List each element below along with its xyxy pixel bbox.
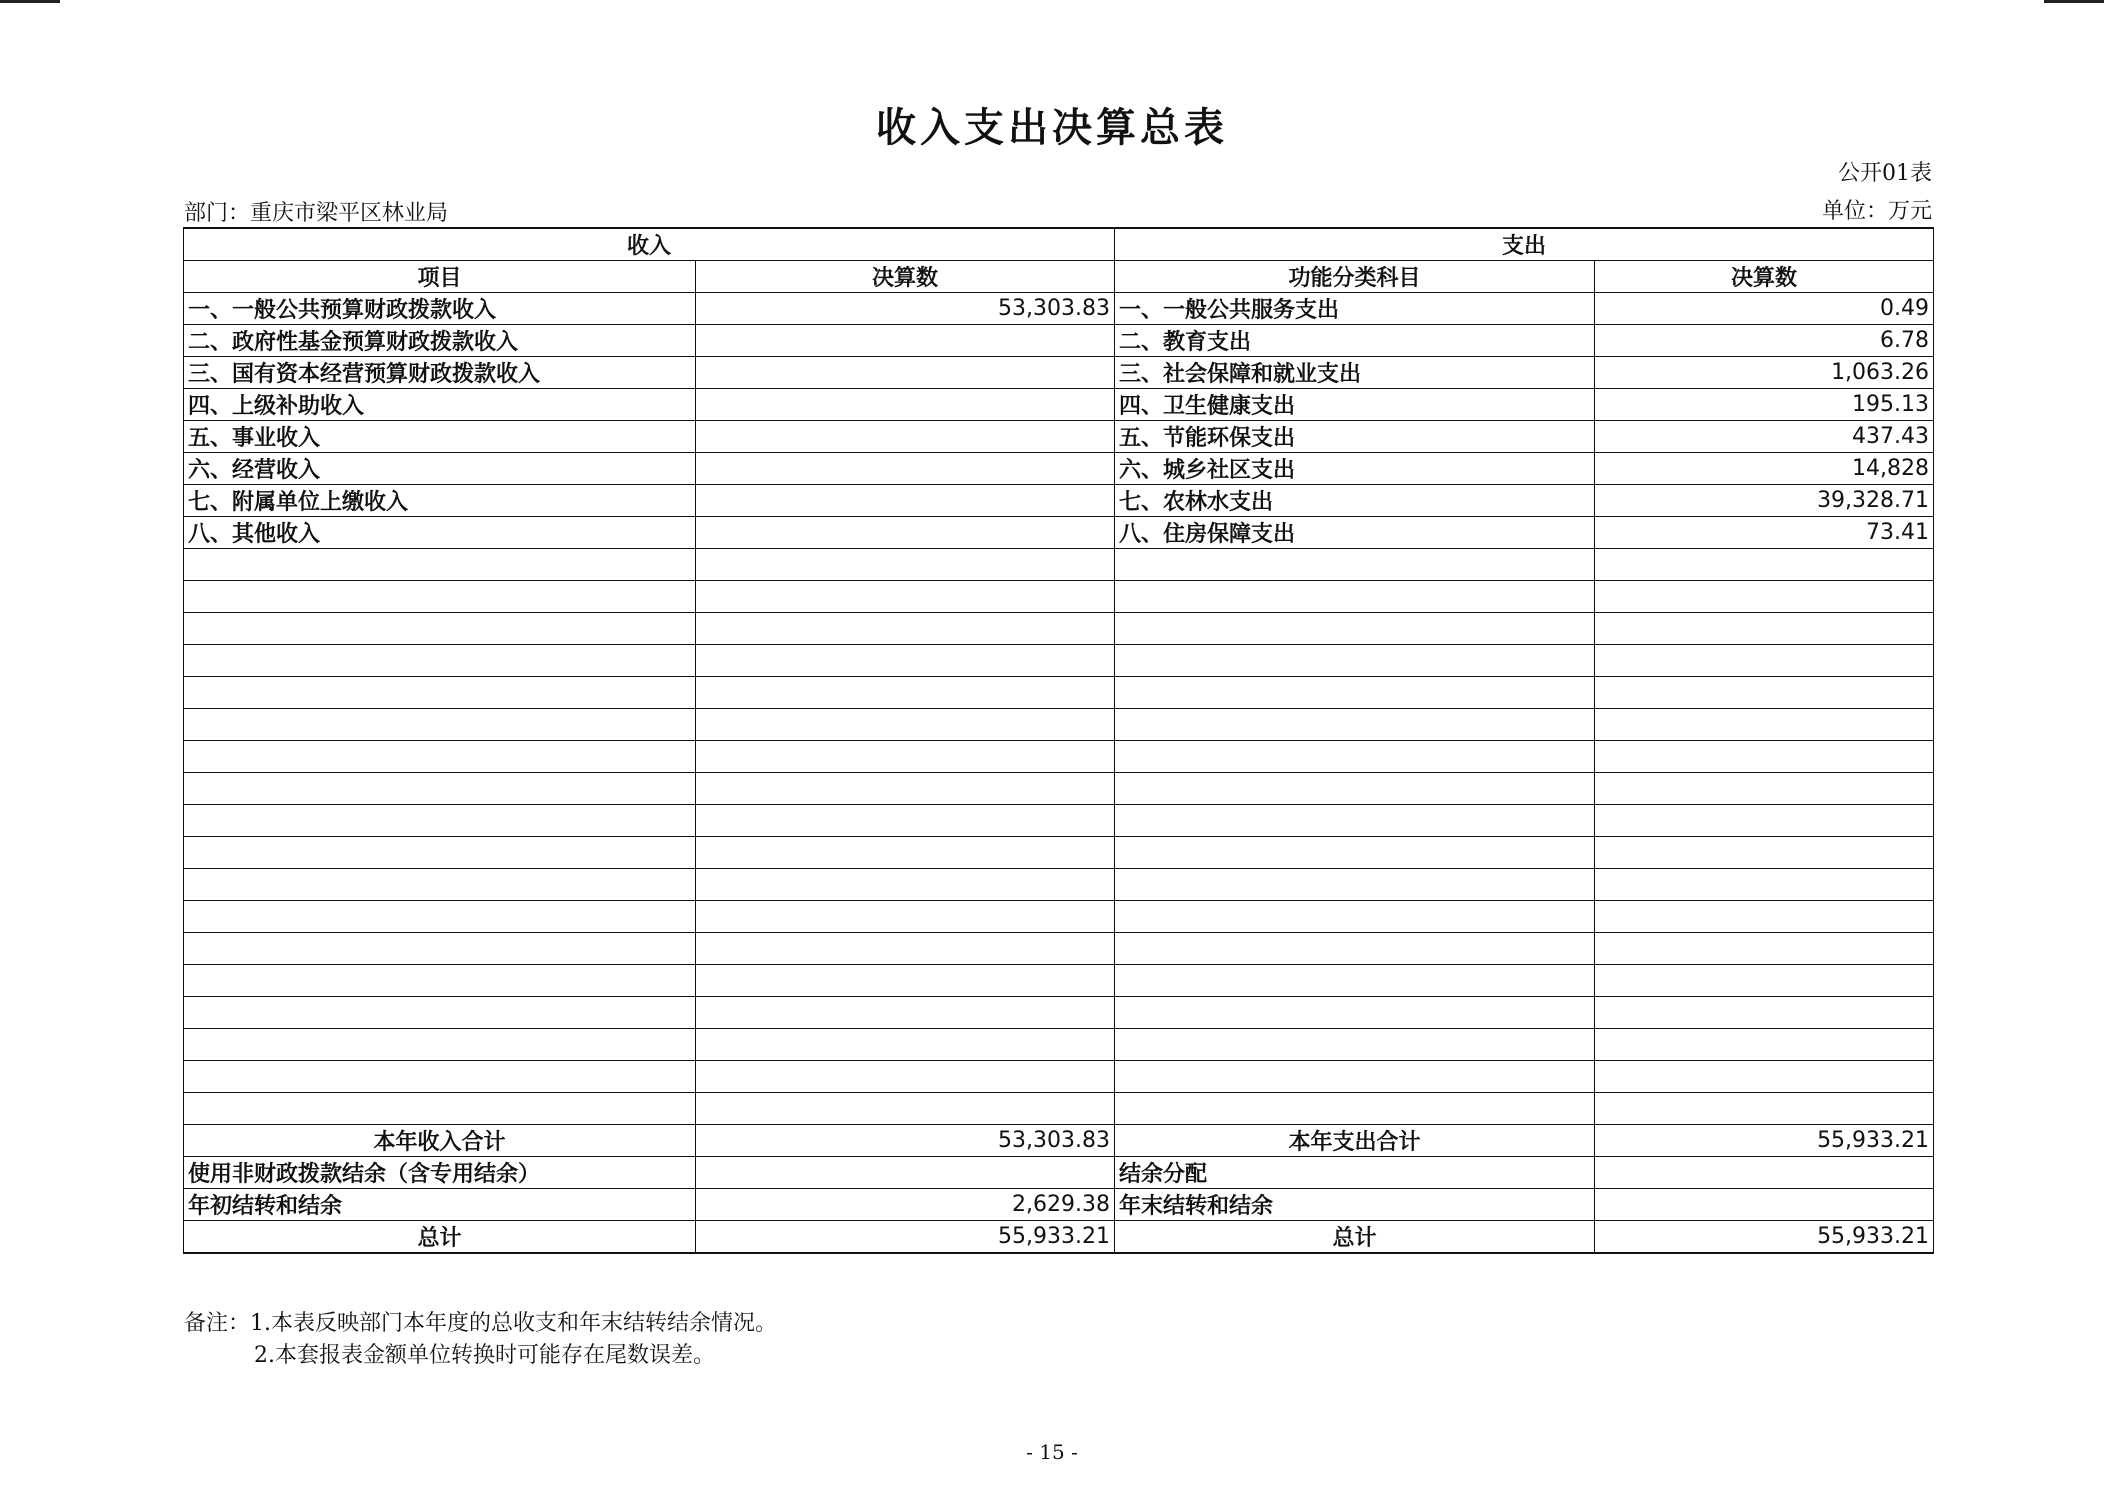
blank-cell: [1115, 581, 1595, 613]
summary-income-item: 本年收入合计: [184, 1125, 696, 1157]
blank-cell: [1595, 997, 1934, 1029]
summary-expense-item: 本年支出合计: [1115, 1125, 1595, 1157]
blank-cell: [1595, 741, 1934, 773]
blank-cell: [696, 549, 1115, 581]
blank-cell: [1595, 1029, 1934, 1061]
table-row: [184, 453, 1934, 485]
summary-income-item: 使用非财政拨款结余（含专用结余）: [184, 1157, 696, 1189]
col-header-amount: 决算数: [696, 261, 1115, 293]
form-number: 公开01表: [1838, 161, 1932, 186]
income-amount: [696, 453, 1115, 485]
blank-cell: [696, 1061, 1115, 1093]
table-row: [184, 357, 1934, 389]
income-item: 六、经营收入: [184, 453, 696, 485]
blank-cell: [1595, 677, 1934, 709]
blank-cell: [696, 741, 1115, 773]
expense-amount: 39,328.71: [1595, 485, 1934, 517]
col-header-amount-2: 决算数: [1595, 261, 1934, 293]
blank-cell: [1115, 613, 1595, 645]
blank-cell: [1595, 613, 1934, 645]
blank-cell: [1115, 869, 1595, 901]
table-row: [184, 293, 1934, 325]
blank-row: [184, 933, 1934, 965]
income-amount: [696, 517, 1115, 549]
blank-row: [184, 1093, 1934, 1125]
expense-item: 七、农林水支出: [1115, 485, 1595, 517]
blank-cell: [184, 933, 696, 965]
blank-cell: [184, 805, 696, 837]
summary-expense-amount: 55,933.21: [1595, 1125, 1934, 1157]
blank-row: [184, 613, 1934, 645]
income-amount: [696, 421, 1115, 453]
income-section-header: 收入: [184, 228, 1115, 261]
blank-cell: [696, 1029, 1115, 1061]
blank-cell: [1115, 1093, 1595, 1125]
expense-amount: 6.78: [1595, 325, 1934, 357]
blank-cell: [1595, 1061, 1934, 1093]
document-title: 收入支出决算总表: [876, 105, 1228, 151]
blank-cell: [184, 581, 696, 613]
blank-cell: [184, 869, 696, 901]
summary-expense-item: 年末结转和结余: [1115, 1189, 1595, 1221]
blank-cell: [696, 869, 1115, 901]
income-amount: [696, 325, 1115, 357]
blank-cell: [184, 613, 696, 645]
blank-cell: [1595, 645, 1934, 677]
table-row: [184, 517, 1934, 549]
expense-item: 六、城乡社区支出: [1115, 453, 1595, 485]
blank-cell: [1595, 1093, 1934, 1125]
income-amount: [696, 357, 1115, 389]
income-item: 五、事业收入: [184, 421, 696, 453]
blank-cell: [184, 997, 696, 1029]
data-rows: [184, 293, 1934, 549]
blank-row: [184, 1029, 1934, 1061]
blank-cell: [696, 965, 1115, 997]
note-line-2: 2.本套报表金额单位转换时可能存在尾数误差。: [254, 1343, 715, 1368]
blank-cell: [1115, 805, 1595, 837]
summary-income-amount: 2,629.38: [696, 1189, 1115, 1221]
blank-row: [184, 869, 1934, 901]
summary-expense-amount: [1595, 1157, 1934, 1189]
income-amount: [696, 389, 1115, 421]
blank-cell: [184, 645, 696, 677]
income-item: 三、国有资本经营预算财政拨款收入: [184, 357, 696, 389]
summary-income-amount: [696, 1157, 1115, 1189]
blank-cell: [696, 837, 1115, 869]
blank-cell: [1115, 709, 1595, 741]
blank-row: [184, 645, 1934, 677]
blank-cell: [696, 613, 1115, 645]
summary-income-item: 年初结转和结余: [184, 1189, 696, 1221]
blank-row: [184, 741, 1934, 773]
blank-cell: [1595, 869, 1934, 901]
blank-cell: [1595, 933, 1934, 965]
expense-item: 三、社会保障和就业支出: [1115, 357, 1595, 389]
income-amount: [696, 485, 1115, 517]
blank-row: [184, 997, 1934, 1029]
top-edge-rule-right: [2044, 0, 2104, 3]
blank-cell: [1595, 805, 1934, 837]
income-expense-table: [183, 227, 1934, 1254]
blank-cell: [1595, 549, 1934, 581]
expense-amount: 73.41: [1595, 517, 1934, 549]
expense-item: 四、卫生健康支出: [1115, 389, 1595, 421]
blank-cell: [1115, 997, 1595, 1029]
blank-cell: [696, 581, 1115, 613]
summary-row: [184, 1221, 1934, 1254]
blank-row: [184, 677, 1934, 709]
blank-row: [184, 805, 1934, 837]
blank-cell: [184, 1061, 696, 1093]
blank-cell: [696, 997, 1115, 1029]
expense-amount: 1,063.26: [1595, 357, 1934, 389]
expense-item: 五、节能环保支出: [1115, 421, 1595, 453]
blank-cell: [1115, 1029, 1595, 1061]
col-header-item: 项目: [184, 261, 696, 293]
blank-cell: [1595, 837, 1934, 869]
expense-amount: 0.49: [1595, 293, 1934, 325]
blank-cell: [696, 805, 1115, 837]
blank-cell: [1115, 741, 1595, 773]
blank-cell: [1115, 773, 1595, 805]
expense-amount: 14,828: [1595, 453, 1934, 485]
expense-amount: 437.43: [1595, 421, 1934, 453]
blank-row: [184, 581, 1934, 613]
income-item: 七、附属单位上缴收入: [184, 485, 696, 517]
blank-cell: [696, 677, 1115, 709]
top-edge-rule-left: [0, 0, 60, 3]
section-header-row: [184, 228, 1934, 261]
blank-rows: [184, 549, 1934, 1125]
blank-cell: [184, 1093, 696, 1125]
blank-cell: [184, 677, 696, 709]
expense-item: 二、教育支出: [1115, 325, 1595, 357]
income-item: 二、政府性基金预算财政拨款收入: [184, 325, 696, 357]
blank-row: [184, 549, 1934, 581]
income-item: 一、一般公共预算财政拨款收入: [184, 293, 696, 325]
col-header-function: 功能分类科目: [1115, 261, 1595, 293]
summary-income-item: 总计: [184, 1221, 696, 1254]
table-row: [184, 325, 1934, 357]
expense-item: 八、住房保障支出: [1115, 517, 1595, 549]
page-number: - 15 -: [1026, 1440, 1078, 1464]
expense-item: 一、一般公共服务支出: [1115, 293, 1595, 325]
summary-rows: [184, 1125, 1934, 1254]
table-row: [184, 485, 1934, 517]
blank-cell: [184, 773, 696, 805]
blank-cell: [1595, 901, 1934, 933]
column-header-row: [184, 261, 1934, 293]
unit-label: 单位：万元: [1821, 199, 1932, 224]
blank-row: [184, 901, 1934, 933]
blank-cell: [184, 741, 696, 773]
summary-expense-amount: 55,933.21: [1595, 1221, 1934, 1254]
blank-cell: [1115, 549, 1595, 581]
department-label: 部门：重庆市梁平区林业局: [184, 201, 449, 226]
income-item: 八、其他收入: [184, 517, 696, 549]
blank-row: [184, 965, 1934, 997]
summary-income-amount: 53,303.83: [696, 1125, 1115, 1157]
blank-cell: [184, 549, 696, 581]
blank-cell: [184, 965, 696, 997]
income-amount: 53,303.83: [696, 293, 1115, 325]
blank-cell: [1115, 1061, 1595, 1093]
blank-cell: [184, 901, 696, 933]
blank-cell: [1595, 581, 1934, 613]
blank-cell: [696, 709, 1115, 741]
summary-row: [184, 1157, 1934, 1189]
summary-expense-item: 结余分配: [1115, 1157, 1595, 1189]
blank-cell: [1115, 933, 1595, 965]
blank-cell: [1115, 645, 1595, 677]
blank-cell: [696, 645, 1115, 677]
blank-cell: [184, 709, 696, 741]
blank-cell: [1595, 965, 1934, 997]
blank-cell: [696, 901, 1115, 933]
summary-expense-amount: [1595, 1189, 1934, 1221]
blank-cell: [184, 1029, 696, 1061]
blank-row: [184, 709, 1934, 741]
table-row: [184, 389, 1934, 421]
blank-cell: [1115, 677, 1595, 709]
expense-section-header: 支出: [1115, 228, 1934, 261]
summary-row: [184, 1189, 1934, 1221]
blank-cell: [1115, 901, 1595, 933]
income-item: 四、上级补助收入: [184, 389, 696, 421]
blank-cell: [1595, 773, 1934, 805]
blank-cell: [696, 773, 1115, 805]
blank-cell: [1115, 837, 1595, 869]
blank-cell: [696, 1093, 1115, 1125]
blank-cell: [1595, 709, 1934, 741]
table-row: [184, 421, 1934, 453]
blank-cell: [1115, 965, 1595, 997]
blank-row: [184, 1061, 1934, 1093]
blank-row: [184, 837, 1934, 869]
expense-amount: 195.13: [1595, 389, 1934, 421]
summary-row: [184, 1125, 1934, 1157]
notes: [184, 1308, 777, 1372]
summary-income-amount: 55,933.21: [696, 1221, 1115, 1254]
blank-cell: [184, 837, 696, 869]
summary-expense-item: 总计: [1115, 1221, 1595, 1254]
note-line-1: 备注：1.本表反映部门本年度的总收支和年末结转结余情况。: [184, 1311, 777, 1336]
blank-row: [184, 773, 1934, 805]
blank-cell: [696, 933, 1115, 965]
